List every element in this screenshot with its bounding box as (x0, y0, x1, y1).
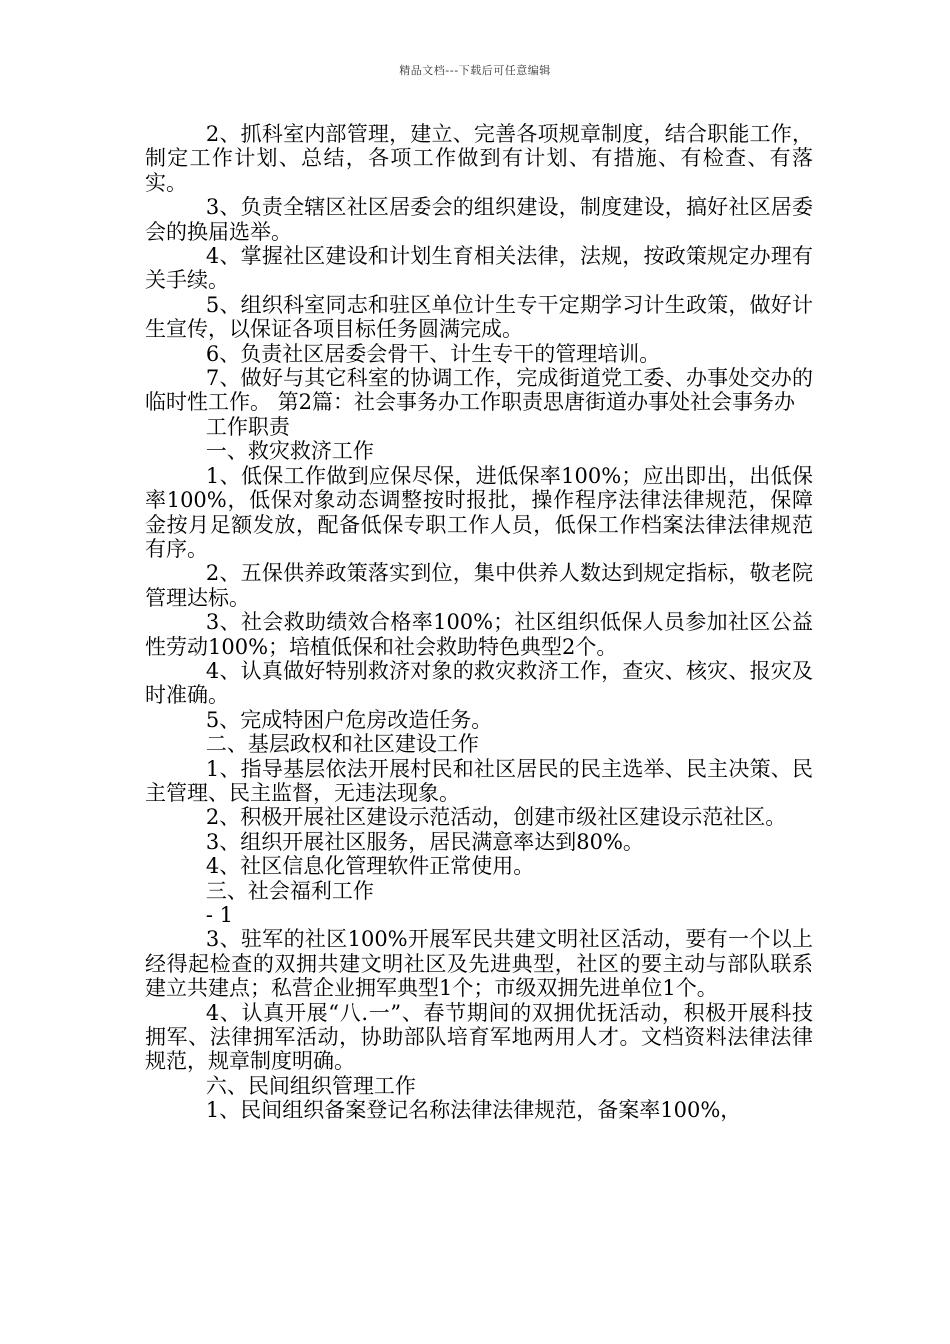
page-number: - 1 (205, 903, 234, 927)
section-heading: 工作职责 (205, 414, 290, 439)
page-header: 精品文档---下载后可任意编辑 (399, 64, 551, 77)
paragraph: 7、做好与其它科室的协调工作，完成街道党工委、办事处交办的临时性工作。 第2篇：社会事务办工作职责思唐街道办事处社会事务办 (145, 366, 813, 415)
paragraph: 5、组织科室同志和驻区单位计生专干定期学习计生政策，做好计生宣传，以保证各项目标任务圆满完成。 (145, 292, 813, 342)
paragraph: 4、掌握社区建设和计划生育相关法律，法规，按政策规定办理有关手续。 (145, 244, 813, 293)
section-heading: 一、救灾救济工作 (205, 439, 374, 464)
paragraph: 1、低保工作做到应保尽保，进低保率100%；应出即出，出低保率100%，低保对象动态调整按时报批，操作程序法律法律规范，保障金按月足额发放，配备低保专职工作人员，低保工作档案法律法律规范有序。 (145, 463, 813, 561)
paragraph: 4、认真开展“八.一”、春节期间的双拥优抚活动，积极开展科技拥军、法律拥军活动，协助部队培育军地两用人才。文档资料法律法律规范，规章制度明确。 (145, 1000, 813, 1074)
paragraph: 3、组织开展社区服务，居民满意率达到80%。 (205, 829, 644, 854)
paragraph: 4、社区信息化管理软件正常使用。 (205, 854, 535, 879)
paragraph: 4、认真做好特别救济对象的救灾救济工作，查灾、核灾、报灾及时准确。 (145, 658, 813, 708)
paragraph: 2、抓科室内部管理，建立、完善各项规章制度，结合职能工作，制定工作计划、总结，各项工作做到有计划、有措施、有检查、有落实。 (145, 122, 813, 195)
section-heading: 二、基层政权和社区建设工作 (205, 732, 479, 757)
paragraph: 5、完成特困户危房改造任务。 (205, 707, 493, 732)
paragraph: 3、驻军的社区100%开展军民共建文明社区活动，要有一个以上经得起检查的双拥共建文明社区及先进典型，社区的要主动与部队联系建立共建点；私营企业拥军典型1个；市级双拥先进单位1个。 (145, 927, 813, 1001)
section-heading: 六、民间组织管理工作 (205, 1073, 416, 1098)
paragraph: 6、负责社区居委会骨干、计生专干的管理培训。 (205, 341, 661, 366)
paragraph: 2、五保供养政策落实到位，集中供养人数达到规定指标，敬老院管理达标。 (145, 561, 813, 610)
section-heading: 三、社会福利工作 (205, 878, 374, 903)
document-body (145, 122, 813, 1123)
paragraph: 3、负责全辖区社区居委会的组织建设，制度建设，搞好社区居委会的换届选举。 (145, 195, 813, 244)
paragraph: 1、民间组织备案登记名称法律法律规范，备案率100%， (205, 1098, 742, 1123)
paragraph: 3、社会救助绩效合格率100%；社区组织低保人员参加社区公益性劳动100%；培植低保和社会救助特色典型2个。 (145, 610, 813, 659)
paragraph: 1、指导基层依法开展村民和社区居民的民主选举、民主决策、民主管理、民主监督，无违法现象。 (145, 756, 813, 805)
paragraph: 2、积极开展社区建设示范活动，创建市级社区建设示范社区。 (205, 805, 787, 830)
